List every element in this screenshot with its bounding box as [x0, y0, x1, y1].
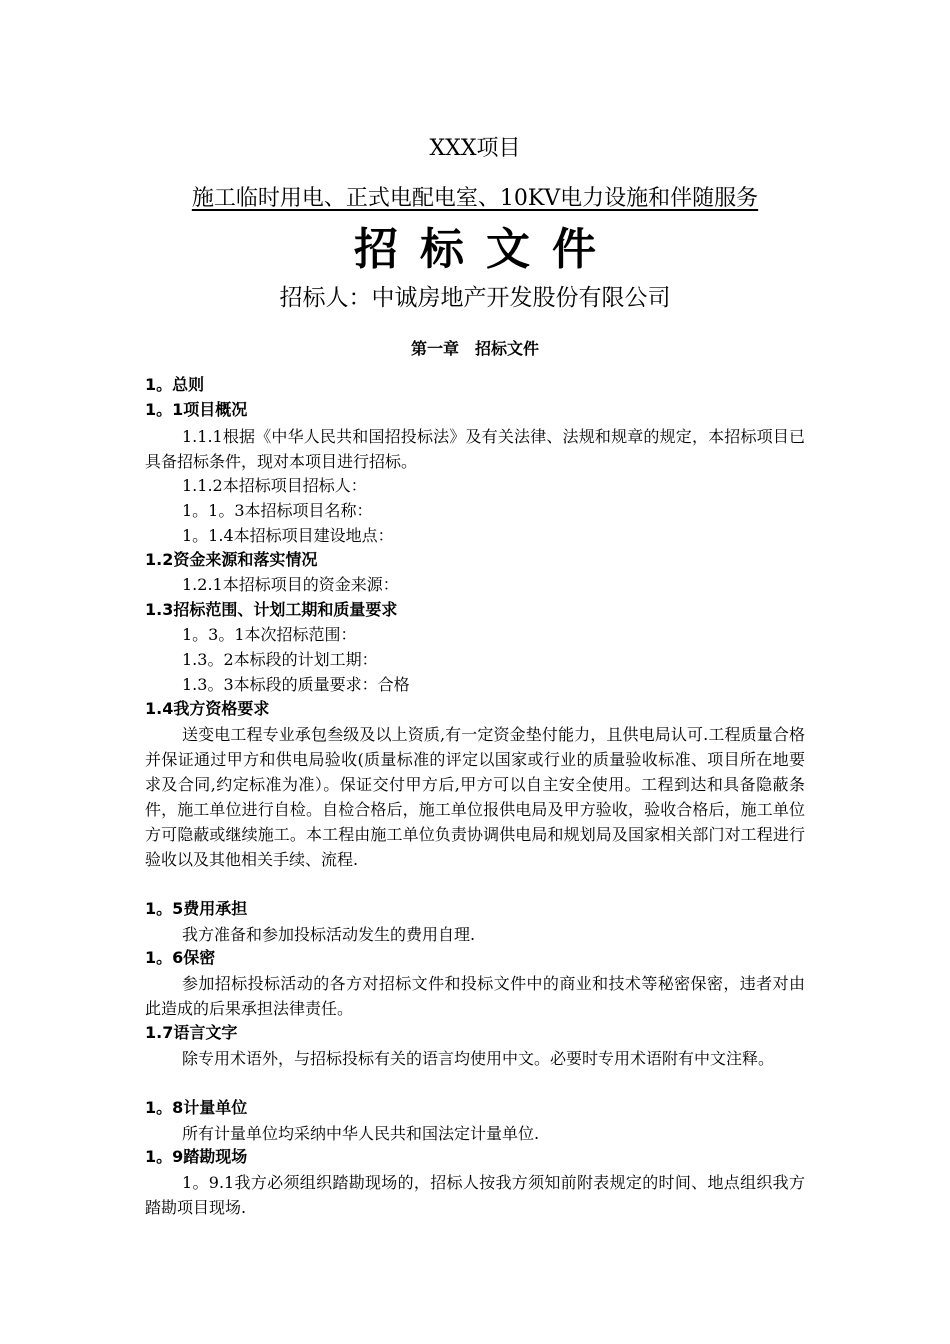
paragraph-1-6: 参加招标投标活动的各方对招标文件和投标文件中的商业和技术等秘密保密，违者对由此造成的后果承担法律责任。 [145, 974, 805, 1018]
tenderer-line: 招标人：中诚房地产开发股份有限公司 [279, 285, 671, 311]
document-title: 招标文件 [354, 224, 618, 275]
section-heading-1-5: 1。5费用承担 [145, 899, 248, 918]
item-1-2-1: 1.2.1本招标项目的资金来源： [182, 575, 399, 594]
section-heading-1-2: 1.2资金来源和落实情况 [145, 550, 318, 569]
document-subtitle: 施工临时用电、正式电配电室、10KV电力设施和伴随服务 [191, 186, 759, 211]
paragraph-1-7: 除专用术语外，与招标投标有关的语言均使用中文。必要时专用术语附有中文注释。 [182, 1049, 775, 1068]
project-title: XXX项目 [429, 136, 521, 161]
paragraph-1-9-1: 1。9.1我方必须组织踏勘现场的，招标人按我方须知前附表规定的时间、地点组织我方踏勘项目现场. [145, 1173, 805, 1217]
section-heading-1-8: 1。8计量单位 [145, 1098, 248, 1117]
paragraph-1-4: 送变电工程专业承包叁级及以上资质,有一定资金垫付能力，且供电局认可.工程质量合格并保证通过甲方和供电局验收(质量标准的评定以国家或行业的质量验收标准、项目所在地要求及合同,约定标准为准）。保证交付甲方后,甲方可以自主安全使用。工程到达和具备隐蔽条件，施工单位进行自检。自检合格后，施工单位报供电局及甲方验收，验收合格后，施工单位方可隐蔽或继续施工。本工程由施工单位负责协调供电局和规划局及国家相关部门对工程进行验收以及其他相关手续、流程. [145, 725, 805, 869]
item-1-1-2: 1.1.2本招标项目招标人： [182, 476, 367, 495]
section-heading-1-7: 1.7语言文字 [145, 1023, 238, 1042]
section-heading-1-6: 1。6保密 [145, 948, 216, 967]
item-1-3-3: 1.3。3本标段的质量要求：合格 [182, 675, 410, 694]
item-1-3-2: 1.3。2本标段的计划工期： [182, 650, 378, 669]
item-1-1-3: 1。1。3本招标项目名称： [182, 501, 373, 520]
item-1-1-4: 1。1.4本招标项目建设地点： [182, 526, 394, 545]
section-heading-1-4: 1.4我方资格要求 [145, 699, 270, 718]
section-heading-1-1: 1。1项目概况 [145, 400, 248, 419]
paragraph-1-1-1: 1.1.1根据《中华人民共和国招投标法》及有关法律、法规和规章的规定，本招标项目已具备招标条件，现对本项目进行招标。 [145, 427, 805, 471]
section-heading-1: 1。总则 [145, 375, 205, 394]
item-1-3-1: 1。3。1本次招标范围： [182, 625, 357, 644]
paragraph-1-8: 所有计量单位均采纳中华人民共和国法定计量单位. [182, 1124, 540, 1143]
paragraph-1-5: 我方准备和参加投标活动发生的费用自理. [182, 925, 476, 944]
section-heading-1-9: 1。9踏勘现场 [145, 1147, 248, 1166]
section-heading-1-3: 1.3招标范围、计划工期和质量要求 [145, 600, 398, 619]
chapter-heading: 第一章 招标文件 [410, 339, 539, 358]
